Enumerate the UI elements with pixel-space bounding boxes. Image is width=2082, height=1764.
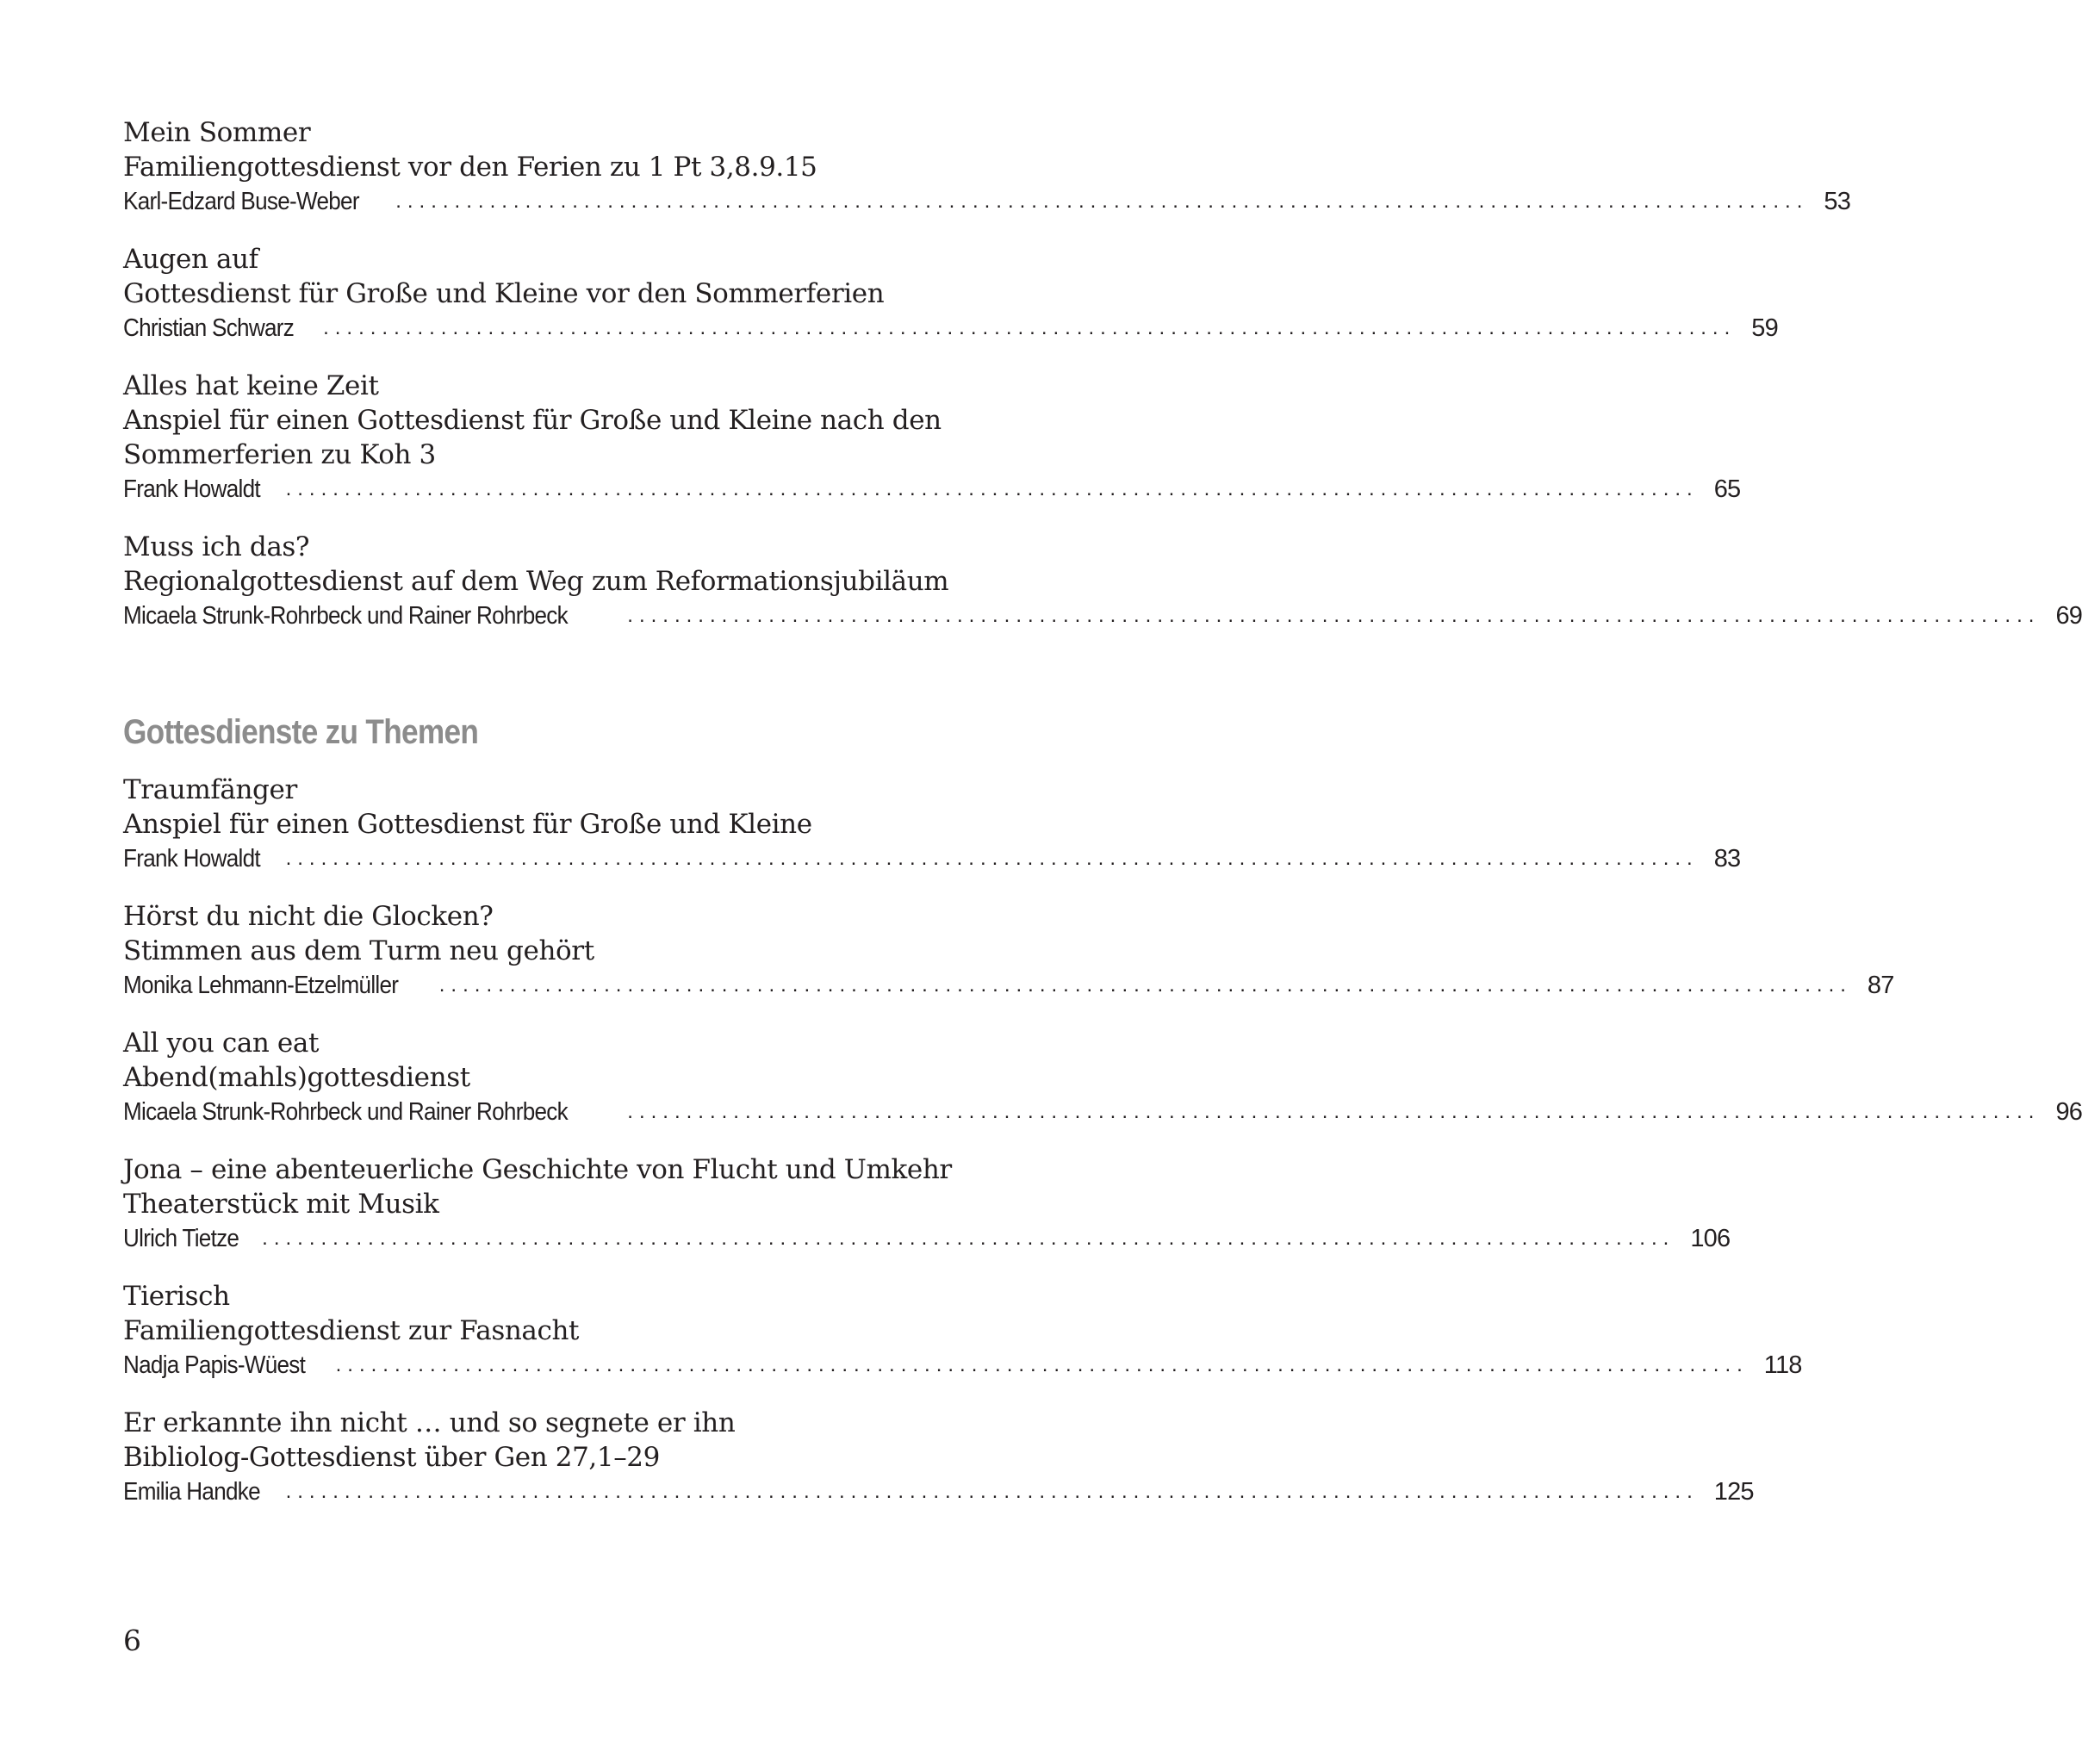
- entry-title: Jona – eine abenteuerliche Geschichte von Flucht und Umkehr: [123, 1154, 952, 1185]
- entry-page-number: 96: [2055, 1098, 2082, 1126]
- entry-title: Alles hat keine Zeit: [123, 370, 379, 401]
- entry-author-line: [123, 1348, 1802, 1382]
- toc-entry: [123, 773, 1741, 876]
- entry-subtitle: Sommerferien zu Koh 3: [123, 439, 436, 470]
- entry-title: Traumfänger: [123, 774, 297, 805]
- entry-author: Karl-Edzard Buse-Weber: [123, 188, 359, 215]
- entry-author-line: [123, 311, 1778, 345]
- entry-page-number: 125: [1713, 1478, 1754, 1506]
- entry-subtitle: Familiengottesdienst zur Fasnacht: [123, 1315, 580, 1346]
- entry-author-line: [123, 1095, 2082, 1129]
- entry-title: Muss ich das?: [123, 531, 310, 562]
- dot-leader: ........................................................................................................................: [285, 1480, 1699, 1503]
- entry-title: Augen auf: [123, 244, 258, 275]
- entry-subtitle: Abend(mahls)gottesdienst: [123, 1062, 470, 1093]
- entry-page-number: 53: [1824, 188, 1851, 215]
- entry-subtitle: Gottesdienst für Große und Kleine vor den Sommerferien: [123, 278, 885, 309]
- toc-entry: [123, 1026, 2082, 1129]
- toc-entry: [123, 899, 1894, 1003]
- entry-author: Frank Howaldt: [123, 475, 260, 503]
- dot-leader: ........................................................................................................................: [627, 604, 2041, 627]
- entry-author: Frank Howaldt: [123, 845, 260, 873]
- entry-title: Er erkannte ihn nicht … und so segnete er ihn: [123, 1407, 736, 1438]
- entry-author-line: [123, 842, 1741, 876]
- page-number: 6: [123, 1624, 141, 1657]
- entry-subtitle: Theaterstück mit Musik: [123, 1189, 439, 1220]
- entry-title: Mein Sommer: [123, 117, 311, 148]
- toc-entry: [123, 242, 1778, 345]
- entry-author: Emilia Handke: [123, 1478, 260, 1506]
- dot-leader: ........................................................................................................................: [323, 316, 1737, 339]
- entry-page-number: 59: [1751, 314, 1778, 342]
- entry-author-line: [123, 472, 1741, 506]
- dot-leader: ........................................................................................................................: [262, 1227, 1675, 1250]
- entry-title: Tierisch: [123, 1281, 230, 1312]
- entry-author: Nadja Papis-Wüest: [123, 1351, 306, 1379]
- entry-author-line: [123, 1475, 1754, 1509]
- entry-title: Hörst du nicht die Glocken?: [123, 901, 494, 932]
- entry-author-line: [123, 184, 1851, 219]
- dot-leader: ........................................................................................................................: [285, 477, 1699, 500]
- dot-leader: ........................................................................................................................: [285, 847, 1699, 870]
- section-heading: Gottesdienste zu Themen: [123, 713, 479, 751]
- entry-author-line: [123, 599, 2082, 633]
- entry-author-line: [123, 1221, 1731, 1256]
- toc-entry: [123, 1406, 1754, 1509]
- toc-entry: [123, 1152, 1731, 1256]
- dot-leader: ........................................................................................................................: [438, 973, 1852, 997]
- entry-subtitle: Anspiel für einen Gottesdienst für Große und Kleine: [123, 809, 812, 840]
- entry-author: Ulrich Tietze: [123, 1225, 239, 1252]
- entry-author-line: [123, 968, 1894, 1003]
- entry-page-number: 87: [1867, 972, 1894, 999]
- entry-page-number: 106: [1690, 1225, 1731, 1252]
- toc-entry: [123, 369, 1741, 506]
- entry-page-number: 83: [1713, 845, 1741, 873]
- entry-subtitle: Regionalgottesdienst auf dem Weg zum Reformationsjubiläum: [123, 566, 949, 597]
- toc-entry: [123, 115, 1851, 219]
- entry-author: Monika Lehmann-Etzelmüller: [123, 972, 399, 999]
- toc-entry: [123, 530, 2082, 633]
- dot-leader: ........................................................................................................................: [335, 1353, 1749, 1376]
- entry-page-number: 118: [1763, 1351, 1802, 1379]
- dot-leader: ........................................................................................................................: [627, 1100, 2041, 1123]
- entry-title: All you can eat: [123, 1028, 320, 1059]
- toc-page: [123, 0, 2082, 1764]
- dot-leader: ........................................................................................................................: [395, 189, 1809, 213]
- entry-author: Micaela Strunk-Rohrbeck und Rainer Rohrbeck: [123, 602, 568, 630]
- entry-page-number: 65: [1713, 475, 1741, 503]
- entry-subtitle: Stimmen aus dem Turm neu gehört: [123, 935, 594, 966]
- entry-subtitle: Familiengottesdienst vor den Ferien zu 1 Pt 3,8.9.15: [123, 152, 817, 183]
- entry-author: Christian Schwarz: [123, 314, 295, 342]
- entry-subtitle: Anspiel für einen Gottesdienst für Große und Kleine nach den: [123, 405, 942, 436]
- entry-page-number: 69: [2055, 602, 2082, 630]
- entry-author: Micaela Strunk-Rohrbeck und Rainer Rohrbeck: [123, 1098, 568, 1126]
- entry-subtitle: Bibliolog-Gottesdienst über Gen 27,1–29: [123, 1442, 660, 1473]
- toc-entry: [123, 1279, 1802, 1382]
